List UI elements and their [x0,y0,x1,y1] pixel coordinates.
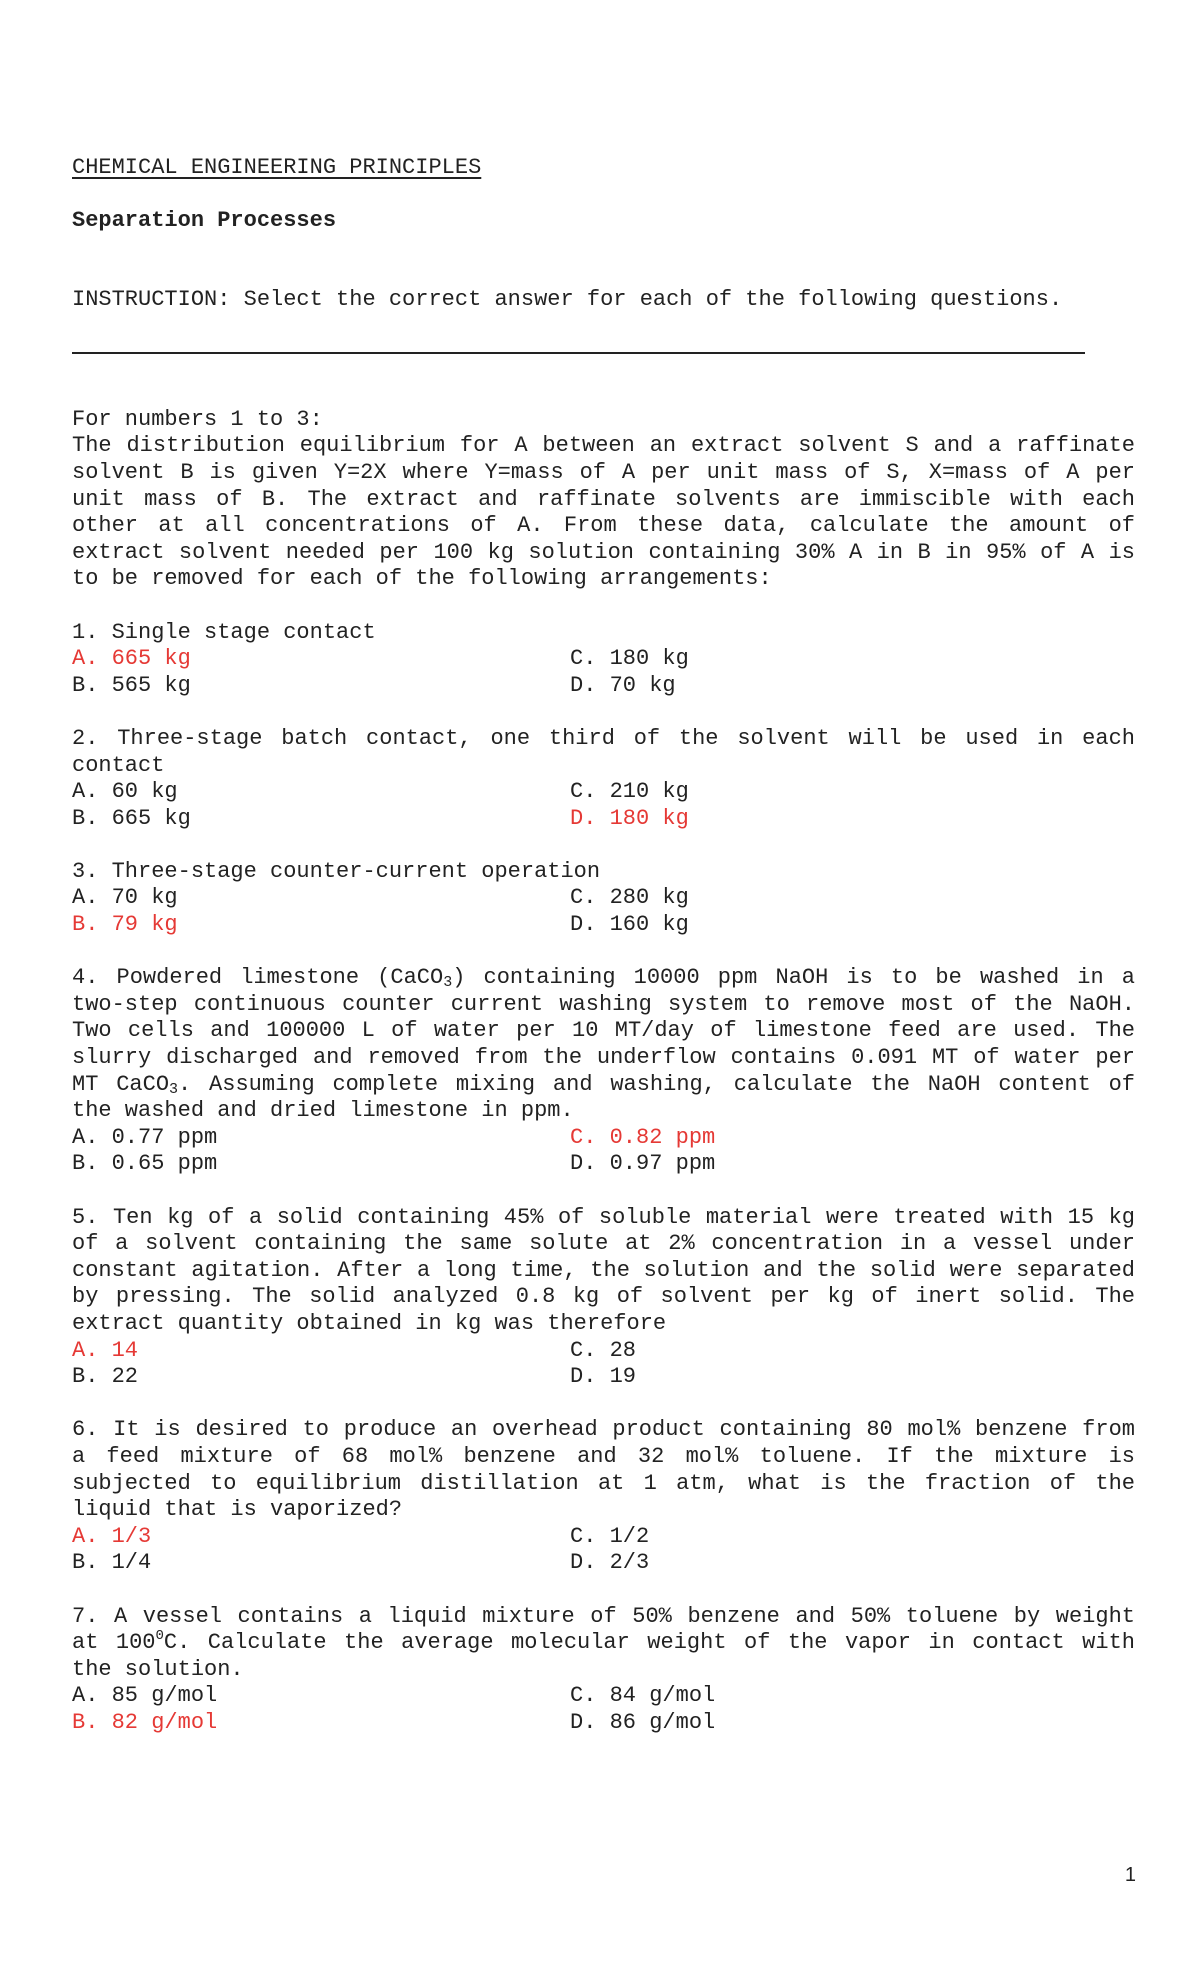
superscript: 0 [155,1628,164,1645]
instruction-text: INSTRUCTION: Select the correct answer for each of the following questions. [72,287,1063,313]
page-number: 1 [1124,1864,1136,1886]
text-part: C. Calculate the average molecular weight of the vapor in contact with the solution. [72,1630,1135,1682]
choice-d: D. 86 g/mol [570,1709,716,1735]
question-text: 2. Three-stage batch contact, one third of the solvent will be used in each contact [72,725,1135,778]
question-text [72,965,1135,1125]
choice-a: A. 85 g/mol [72,1683,218,1709]
choice-c: C. 1/2 [570,1523,650,1549]
question-4 [72,965,1135,1178]
text-part: 4. Powdered limestone (CaCO [72,965,444,991]
choice-grid [72,885,1135,938]
question-1 [72,620,1135,700]
choice-c: C. 180 kg [570,646,689,672]
question-6 [72,1417,1135,1577]
choice-b: B. 22 [72,1364,139,1390]
question-5 [72,1205,1135,1391]
text-part: ) containing 10000 ppm NaOH is to be washed in a two-step continuous counter current washing system to remove most of the NaOH. Two cells and 100000 L of water per 10 MT/day of limestone feed are used. The slurry discharged and removed from the underflow contains 0.091 MT of water per MT CaCO [72,965,1135,1097]
choice-c: C. 84 g/mol [570,1683,716,1709]
subscript: 3 [443,974,453,992]
choice-b: B. 1/4 [72,1550,152,1576]
choice-b: B. 565 kg [72,672,191,698]
question-3 [72,859,1135,939]
choice-d: D. 160 kg [570,912,689,938]
choice-grid [72,1338,1135,1391]
choice-c: C. 0.82 ppm [570,1124,716,1150]
choice-a: A. 665 kg [72,646,191,672]
choice-a: A. 0.77 ppm [72,1124,218,1150]
intro-block [72,407,1135,593]
choice-c: C. 280 kg [570,885,689,911]
choice-grid [72,1524,1135,1577]
choice-d: D. 2/3 [570,1550,650,1576]
question-text [72,1604,1135,1684]
choice-a: A. 60 kg [72,779,178,805]
choice-grid [72,1683,1135,1736]
question-text: 1. Single stage contact [72,619,376,645]
text-part: 7. A vessel contains a liquid mixture of 50% benzene and 50% toluene by weight at 100 [72,1603,1135,1656]
choice-a: A. 70 kg [72,885,178,911]
choice-b: B. 82 g/mol [72,1709,218,1735]
subscript: 3 [169,1080,179,1098]
intro-text: The distribution equilibrium for A between an extract solvent S and a raffinate solvent B is given Y=2X where Y=mass of A per unit mass of S, X=mass of A per unit mass of B. The extract and raffinate solvents are immiscible with each other at all concentrations of A. From these data, calculate the amount of extract solvent needed per 100 kg solution containing 30% A in B in 95% of A is to be removed for each of the following arrangements: [72,433,1135,592]
question-text: 5. Ten kg of a solid containing 45% of soluble material were treated with 15 kg of a solvent containing the same solute at 2% concentration in a vessel under constant agitation. After a long time, the solution and the solid were separated by pressing. The solid analyzed 0.8 kg of solvent per kg of inert solid. The extract quantity obtained in kg was therefore [72,1204,1135,1336]
choice-b: B. 665 kg [72,805,191,831]
choice-b: B. 79 kg [72,912,178,938]
choice-b: B. 0.65 ppm [72,1151,218,1177]
question-text: 3. Three-stage counter-current operation [72,858,601,884]
choice-d: D. 70 kg [570,672,676,698]
text-part: . Assuming complete mixing and washing, calculate the NaOH content of the washed and dried limestone in ppm. [72,1071,1136,1124]
choice-d: D. 0.97 ppm [570,1151,716,1177]
question-7 [72,1604,1135,1737]
separator-line [72,352,1085,354]
choice-grid [72,779,1135,832]
choice-grid [72,646,1135,699]
choice-a: A. 14 [72,1337,139,1363]
course-title: CHEMICAL ENGINEERING PRINCIPLES [72,155,482,180]
choice-d: D. 180 kg [570,805,689,831]
choice-grid [72,1125,1135,1178]
question-text: 6. It is desired to produce an overhead product containing 80 mol% benzene from a feed mixture of 68 mol% benzene and 32 mol% toluene. If the mixture is subjected to equilibrium distillation at 1 atm, what is the fraction of the liquid that is vaporized? [72,1417,1135,1523]
question-2 [72,726,1135,832]
choice-a: A. 1/3 [72,1523,152,1549]
subject-heading: Separation Processes [72,207,337,233]
choice-d: D. 19 [570,1364,637,1390]
choice-c: C. 210 kg [570,779,689,805]
choice-c: C. 28 [570,1337,637,1363]
intro-label: For numbers 1 to 3: [72,406,323,432]
